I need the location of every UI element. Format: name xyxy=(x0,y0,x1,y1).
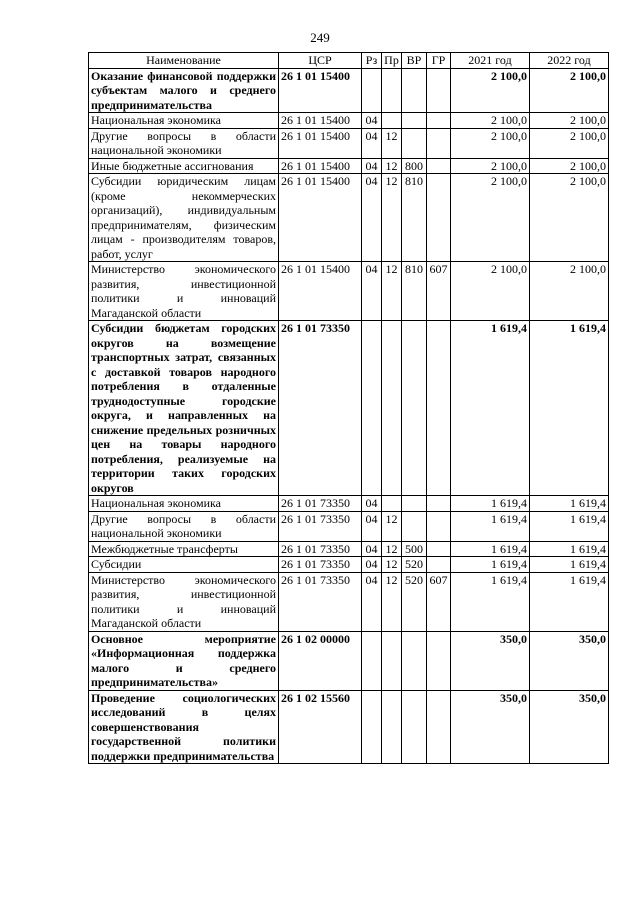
cell-rz: 04 xyxy=(362,557,382,573)
cell-csr: 26 1 01 73350 xyxy=(279,496,362,512)
cell-gr xyxy=(427,557,451,573)
cell-gr xyxy=(427,321,451,496)
cell-gr xyxy=(427,511,451,541)
cell-csr: 26 1 02 15560 xyxy=(279,690,362,764)
cell-2022: 1 619,4 xyxy=(530,572,609,631)
cell-rz: 04 xyxy=(362,541,382,557)
cell-2021: 1 619,4 xyxy=(451,321,530,496)
header-name: Наименование xyxy=(89,53,279,69)
cell-2022: 1 619,4 xyxy=(530,496,609,512)
cell-name: Субсидии xyxy=(89,557,279,573)
header-2022: 2022 год xyxy=(530,53,609,69)
cell-pr: 12 xyxy=(382,541,402,557)
cell-pr: 12 xyxy=(382,262,402,321)
cell-name: Субсидии бюджетам городских округов на возмещение транспортных затрат, связанных с доставкой товаров народного потребления в отдаленные труднодоступные городские округа, и направленных на снижение предельных розничных цен на товары народного потребления, реализуемые на территории таких городских округов xyxy=(89,321,279,496)
cell-2021: 2 100,0 xyxy=(451,174,530,262)
cell-gr xyxy=(427,496,451,512)
cell-csr: 26 1 01 73350 xyxy=(279,321,362,496)
cell-2021: 1 619,4 xyxy=(451,496,530,512)
cell-2022: 1 619,4 xyxy=(530,511,609,541)
cell-vr: 520 xyxy=(402,557,427,573)
cell-vr: 500 xyxy=(402,541,427,557)
cell-name: Министерство экономического развития, инвестиционной политики и инноваций Магаданской области xyxy=(89,262,279,321)
cell-gr xyxy=(427,541,451,557)
cell-name: Субсидии юридическим лицам (кроме некоммерческих организаций), индивидуальным предпринимателям, физическим лицам - производителям товаров, работ, услуг xyxy=(89,174,279,262)
cell-gr xyxy=(427,174,451,262)
cell-gr xyxy=(427,68,451,113)
cell-gr xyxy=(427,158,451,174)
cell-2021: 2 100,0 xyxy=(451,158,530,174)
cell-2021: 1 619,4 xyxy=(451,541,530,557)
header-rz: Рз xyxy=(362,53,382,69)
cell-2022: 2 100,0 xyxy=(530,113,609,129)
cell-pr xyxy=(382,68,402,113)
cell-csr: 26 1 01 15400 xyxy=(279,68,362,113)
cell-name: Министерство экономического развития, инвестиционной политики и инноваций Магаданской области xyxy=(89,572,279,631)
cell-vr: 520 xyxy=(402,572,427,631)
cell-csr: 26 1 01 73350 xyxy=(279,572,362,631)
cell-2021: 1 619,4 xyxy=(451,557,530,573)
cell-2021: 350,0 xyxy=(451,631,530,690)
cell-csr: 26 1 01 73350 xyxy=(279,541,362,557)
table-row xyxy=(89,262,609,321)
cell-2022: 2 100,0 xyxy=(530,174,609,262)
cell-2021: 2 100,0 xyxy=(451,128,530,158)
cell-vr xyxy=(402,631,427,690)
cell-2022: 2 100,0 xyxy=(530,262,609,321)
cell-2022: 1 619,4 xyxy=(530,557,609,573)
cell-vr: 810 xyxy=(402,262,427,321)
cell-2022: 1 619,4 xyxy=(530,321,609,496)
budget-table xyxy=(88,52,609,764)
cell-rz: 04 xyxy=(362,496,382,512)
cell-csr: 26 1 02 00000 xyxy=(279,631,362,690)
table-row xyxy=(89,557,609,573)
table-row xyxy=(89,572,609,631)
cell-pr xyxy=(382,321,402,496)
cell-vr xyxy=(402,128,427,158)
cell-rz: 04 xyxy=(362,511,382,541)
table-row xyxy=(89,113,609,129)
cell-pr: 12 xyxy=(382,174,402,262)
cell-gr xyxy=(427,631,451,690)
cell-gr: 607 xyxy=(427,262,451,321)
cell-vr: 800 xyxy=(402,158,427,174)
cell-vr xyxy=(402,496,427,512)
cell-2022: 350,0 xyxy=(530,631,609,690)
cell-name: Национальная экономика xyxy=(89,113,279,129)
cell-rz: 04 xyxy=(362,158,382,174)
page-number: 249 xyxy=(310,30,330,45)
cell-2021: 2 100,0 xyxy=(451,262,530,321)
table-row xyxy=(89,511,609,541)
table-row xyxy=(89,541,609,557)
cell-rz: 04 xyxy=(362,128,382,158)
cell-csr: 26 1 01 15400 xyxy=(279,174,362,262)
header-pr: Пр xyxy=(382,53,402,69)
cell-gr: 607 xyxy=(427,572,451,631)
cell-name: Основное мероприятие «Информационная поддержка малого и среднего предпринимательства» xyxy=(89,631,279,690)
cell-csr: 26 1 01 73350 xyxy=(279,511,362,541)
cell-vr xyxy=(402,68,427,113)
cell-pr xyxy=(382,496,402,512)
cell-rz: 04 xyxy=(362,174,382,262)
table-row xyxy=(89,321,609,496)
header-vr: ВР xyxy=(402,53,427,69)
cell-name: Другие вопросы в области национальной экономики xyxy=(89,128,279,158)
cell-rz: 04 xyxy=(362,572,382,631)
table-header-row xyxy=(89,53,609,69)
cell-2021: 1 619,4 xyxy=(451,572,530,631)
cell-name: Проведение социологических исследований в целях совершенствования государственной политики поддержки предпринимательства xyxy=(89,690,279,764)
cell-pr: 12 xyxy=(382,128,402,158)
cell-pr: 12 xyxy=(382,158,402,174)
table-row xyxy=(89,158,609,174)
cell-pr: 12 xyxy=(382,557,402,573)
cell-vr xyxy=(402,690,427,764)
header-csr: ЦСР xyxy=(279,53,362,69)
cell-vr xyxy=(402,511,427,541)
cell-vr: 810 xyxy=(402,174,427,262)
cell-2021: 2 100,0 xyxy=(451,68,530,113)
cell-vr xyxy=(402,321,427,496)
table-body xyxy=(89,68,609,764)
cell-pr xyxy=(382,113,402,129)
cell-rz xyxy=(362,690,382,764)
cell-pr: 12 xyxy=(382,511,402,541)
cell-csr: 26 1 01 15400 xyxy=(279,113,362,129)
header-2021: 2021 год xyxy=(451,53,530,69)
cell-name: Межбюджетные трансферты xyxy=(89,541,279,557)
cell-rz: 04 xyxy=(362,262,382,321)
cell-pr: 12 xyxy=(382,572,402,631)
cell-2022: 2 100,0 xyxy=(530,128,609,158)
cell-name: Оказание финансовой поддержки субъектам малого и среднего предпринимательства xyxy=(89,68,279,113)
cell-rz xyxy=(362,631,382,690)
cell-vr xyxy=(402,113,427,129)
cell-pr xyxy=(382,690,402,764)
cell-2021: 1 619,4 xyxy=(451,511,530,541)
cell-rz xyxy=(362,321,382,496)
cell-name: Национальная экономика xyxy=(89,496,279,512)
cell-pr xyxy=(382,631,402,690)
header-gr: ГР xyxy=(427,53,451,69)
cell-2021: 350,0 xyxy=(451,690,530,764)
cell-gr xyxy=(427,113,451,129)
cell-csr: 26 1 01 15400 xyxy=(279,262,362,321)
cell-rz: 04 xyxy=(362,113,382,129)
cell-name: Другие вопросы в области национальной экономики xyxy=(89,511,279,541)
cell-gr xyxy=(427,128,451,158)
cell-rz xyxy=(362,68,382,113)
table-row xyxy=(89,174,609,262)
table-row xyxy=(89,68,609,113)
cell-csr: 26 1 01 15400 xyxy=(279,158,362,174)
cell-csr: 26 1 01 73350 xyxy=(279,557,362,573)
cell-2022: 2 100,0 xyxy=(530,68,609,113)
cell-gr xyxy=(427,690,451,764)
cell-name: Иные бюджетные ассигнования xyxy=(89,158,279,174)
table-row xyxy=(89,690,609,764)
cell-2022: 2 100,0 xyxy=(530,158,609,174)
cell-2021: 2 100,0 xyxy=(451,113,530,129)
cell-2022: 350,0 xyxy=(530,690,609,764)
cell-csr: 26 1 01 15400 xyxy=(279,128,362,158)
cell-2022: 1 619,4 xyxy=(530,541,609,557)
table-row xyxy=(89,128,609,158)
table-row xyxy=(89,631,609,690)
table-row xyxy=(89,496,609,512)
